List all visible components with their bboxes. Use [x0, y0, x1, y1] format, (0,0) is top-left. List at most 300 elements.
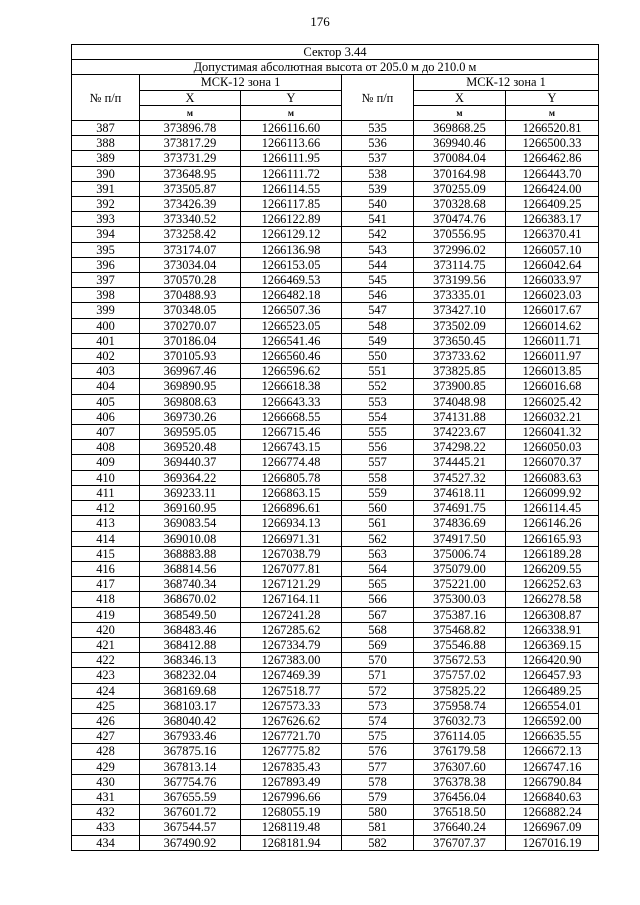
y-coordinate: 1267469.39	[241, 668, 342, 683]
x-coordinate: 370164.98	[414, 166, 506, 181]
x-coordinate: 375672.53	[414, 653, 506, 668]
table-row	[72, 273, 599, 288]
x-coordinate: 374298.22	[414, 440, 506, 455]
point-number: 577	[342, 759, 414, 774]
y-coordinate: 1266672.13	[506, 744, 599, 759]
point-number: 427	[72, 729, 140, 744]
point-number: 563	[342, 546, 414, 561]
x-coordinate: 369010.08	[140, 531, 241, 546]
x-coordinate: 375387.16	[414, 607, 506, 622]
y-coordinate: 1266070.37	[506, 455, 599, 470]
x-coordinate: 373502.09	[414, 318, 506, 333]
point-number: 407	[72, 425, 140, 440]
table-row	[72, 729, 599, 744]
y-coordinate: 1266057.10	[506, 242, 599, 257]
y-coordinate: 1266114.55	[241, 181, 342, 196]
point-number: 571	[342, 668, 414, 683]
table-row	[72, 744, 599, 759]
x-coordinate: 368549.50	[140, 607, 241, 622]
y-coordinate: 1266308.87	[506, 607, 599, 622]
x-coordinate: 373034.04	[140, 257, 241, 272]
table-row	[72, 318, 599, 333]
x-coordinate: 372996.02	[414, 242, 506, 257]
y-coordinate: 1266032.21	[506, 409, 599, 424]
y-coordinate: 1267835.43	[241, 759, 342, 774]
point-number: 426	[72, 713, 140, 728]
point-number: 573	[342, 698, 414, 713]
point-number: 578	[342, 774, 414, 789]
point-number: 543	[342, 242, 414, 257]
point-number: 405	[72, 394, 140, 409]
point-number: 429	[72, 759, 140, 774]
point-number: 541	[342, 212, 414, 227]
x-coordinate: 376640.24	[414, 820, 506, 835]
point-number: 423	[72, 668, 140, 683]
point-number: 419	[72, 607, 140, 622]
y-coordinate: 1267241.28	[241, 607, 342, 622]
table-row	[72, 425, 599, 440]
point-number: 412	[72, 501, 140, 516]
y-coordinate: 1267573.33	[241, 698, 342, 713]
point-number: 410	[72, 470, 140, 485]
y-coordinate: 1266113.66	[241, 136, 342, 151]
y-coordinate: 1266971.31	[241, 531, 342, 546]
table-row	[72, 759, 599, 774]
y-coordinate: 1267893.49	[241, 774, 342, 789]
x-coordinate: 368169.68	[140, 683, 241, 698]
height-range: Допустимая абсолютная высота от 205.0 м до 210.0 м	[72, 60, 599, 75]
y-coordinate: 1266507.36	[241, 303, 342, 318]
sector-title: Сектор 3.44	[72, 45, 599, 60]
y-coordinate: 1267121.29	[241, 577, 342, 592]
x-coordinate: 374691.75	[414, 501, 506, 516]
x-coordinate: 376518.50	[414, 805, 506, 820]
y-coordinate: 1266189.28	[506, 546, 599, 561]
point-number: 418	[72, 592, 140, 607]
x-coordinate: 368740.34	[140, 577, 241, 592]
table-row	[72, 546, 599, 561]
x-coordinate: 376179.58	[414, 744, 506, 759]
table-row	[72, 303, 599, 318]
unit-y-right: м	[506, 105, 599, 120]
y-coordinate: 1266146.26	[506, 516, 599, 531]
table-row	[72, 592, 599, 607]
table-row	[72, 151, 599, 166]
point-number: 388	[72, 136, 140, 151]
x-coordinate: 369233.11	[140, 485, 241, 500]
y-coordinate: 1266643.33	[241, 394, 342, 409]
x-coordinate: 368670.02	[140, 592, 241, 607]
x-coordinate: 373825.85	[414, 364, 506, 379]
table-row	[72, 349, 599, 364]
y-coordinate: 1266011.97	[506, 349, 599, 364]
y-coordinate: 1266790.84	[506, 774, 599, 789]
x-coordinate: 368346.13	[140, 653, 241, 668]
table-row	[72, 333, 599, 348]
point-number: 411	[72, 485, 140, 500]
x-coordinate: 370488.93	[140, 288, 241, 303]
y-coordinate: 1266882.24	[506, 805, 599, 820]
y-coordinate: 1267518.77	[241, 683, 342, 698]
y-coordinate: 1266443.70	[506, 166, 599, 181]
x-coordinate: 373340.52	[140, 212, 241, 227]
table-row	[72, 121, 599, 136]
unit-x-left: м	[140, 105, 241, 120]
y-coordinate: 1266541.46	[241, 333, 342, 348]
y-coordinate: 1266424.00	[506, 181, 599, 196]
point-number: 428	[72, 744, 140, 759]
x-coordinate: 369595.05	[140, 425, 241, 440]
point-number: 561	[342, 516, 414, 531]
x-coordinate: 368232.04	[140, 668, 241, 683]
point-number: 539	[342, 181, 414, 196]
point-number: 391	[72, 181, 140, 196]
table-row	[72, 637, 599, 652]
table-row	[72, 805, 599, 820]
num-header-right: № п/п	[342, 75, 414, 121]
y-coordinate: 1266165.93	[506, 531, 599, 546]
y-coordinate: 1266083.63	[506, 470, 599, 485]
x-coordinate: 369364.22	[140, 470, 241, 485]
x-coordinate: 370105.93	[140, 349, 241, 364]
y-coordinate: 1266840.63	[506, 789, 599, 804]
x-coordinate: 367875.16	[140, 744, 241, 759]
y-coordinate: 1266489.25	[506, 683, 599, 698]
x-coordinate: 373817.29	[140, 136, 241, 151]
y-coordinate: 1266014.62	[506, 318, 599, 333]
point-number: 406	[72, 409, 140, 424]
point-number: 550	[342, 349, 414, 364]
x-coordinate: 367754.76	[140, 774, 241, 789]
y-coordinate: 1266111.95	[241, 151, 342, 166]
point-number: 559	[342, 485, 414, 500]
point-number: 575	[342, 729, 414, 744]
y-coordinate: 1267334.79	[241, 637, 342, 652]
x-coordinate: 373896.78	[140, 121, 241, 136]
point-number: 576	[342, 744, 414, 759]
point-number: 420	[72, 622, 140, 637]
y-coordinate: 1267077.81	[241, 561, 342, 576]
y-header-left: Y	[241, 90, 342, 105]
x-coordinate: 367544.57	[140, 820, 241, 835]
point-number: 567	[342, 607, 414, 622]
table-row	[72, 197, 599, 212]
point-number: 396	[72, 257, 140, 272]
x-coordinate: 370270.07	[140, 318, 241, 333]
point-number: 399	[72, 303, 140, 318]
table-body	[72, 121, 599, 851]
table-row	[72, 561, 599, 576]
point-number: 403	[72, 364, 140, 379]
system-header-right: МСК-12 зона 1	[414, 75, 599, 90]
x-coordinate: 370348.05	[140, 303, 241, 318]
point-number: 395	[72, 242, 140, 257]
y-coordinate: 1266122.89	[241, 212, 342, 227]
table-row	[72, 212, 599, 227]
y-coordinate: 1266041.32	[506, 425, 599, 440]
y-coordinate: 1266523.05	[241, 318, 342, 333]
point-number: 547	[342, 303, 414, 318]
y-coordinate: 1267016.19	[506, 835, 599, 850]
point-number: 417	[72, 577, 140, 592]
table-row	[72, 668, 599, 683]
x-coordinate: 376307.60	[414, 759, 506, 774]
unit-y-left: м	[241, 105, 342, 120]
point-number: 579	[342, 789, 414, 804]
point-number: 581	[342, 820, 414, 835]
point-number: 387	[72, 121, 140, 136]
y-coordinate: 1266033.97	[506, 273, 599, 288]
point-number: 558	[342, 470, 414, 485]
y-coordinate: 1266560.46	[241, 349, 342, 364]
y-coordinate: 1266042.64	[506, 257, 599, 272]
x-coordinate: 376114.05	[414, 729, 506, 744]
x-coordinate: 370186.04	[140, 333, 241, 348]
x-coordinate: 369890.95	[140, 379, 241, 394]
x-coordinate: 369868.25	[414, 121, 506, 136]
x-coordinate: 373335.01	[414, 288, 506, 303]
y-coordinate: 1267721.70	[241, 729, 342, 744]
x-coordinate: 375468.82	[414, 622, 506, 637]
table-row	[72, 409, 599, 424]
point-number: 535	[342, 121, 414, 136]
point-number: 425	[72, 698, 140, 713]
unit-x-right: м	[414, 105, 506, 120]
x-coordinate: 367655.59	[140, 789, 241, 804]
table-row	[72, 288, 599, 303]
y-coordinate: 1266520.81	[506, 121, 599, 136]
x-coordinate: 373731.29	[140, 151, 241, 166]
point-number: 552	[342, 379, 414, 394]
table-row	[72, 774, 599, 789]
point-number: 564	[342, 561, 414, 576]
point-number: 538	[342, 166, 414, 181]
y-coordinate: 1266050.03	[506, 440, 599, 455]
x-coordinate: 373648.95	[140, 166, 241, 181]
x-coordinate: 370570.28	[140, 273, 241, 288]
y-coordinate: 1266967.09	[506, 820, 599, 835]
x-coordinate: 369730.26	[140, 409, 241, 424]
point-number: 415	[72, 546, 140, 561]
y-coordinate: 1266805.78	[241, 470, 342, 485]
x-coordinate: 373258.42	[140, 227, 241, 242]
point-number: 570	[342, 653, 414, 668]
point-number: 582	[342, 835, 414, 850]
table-row	[72, 835, 599, 850]
x-coordinate: 374445.21	[414, 455, 506, 470]
point-number: 432	[72, 805, 140, 820]
point-number: 431	[72, 789, 140, 804]
x-coordinate: 374917.50	[414, 531, 506, 546]
x-coordinate: 369440.37	[140, 455, 241, 470]
table-row	[72, 622, 599, 637]
point-number: 398	[72, 288, 140, 303]
x-header-right: X	[414, 90, 506, 105]
x-coordinate: 376032.73	[414, 713, 506, 728]
point-number: 430	[72, 774, 140, 789]
point-number: 394	[72, 227, 140, 242]
y-coordinate: 1266116.60	[241, 121, 342, 136]
x-coordinate: 376707.37	[414, 835, 506, 850]
point-number: 401	[72, 333, 140, 348]
y-coordinate: 1266278.58	[506, 592, 599, 607]
point-number: 574	[342, 713, 414, 728]
x-coordinate: 367813.14	[140, 759, 241, 774]
point-number: 546	[342, 288, 414, 303]
y-coordinate: 1266420.90	[506, 653, 599, 668]
x-coordinate: 368040.42	[140, 713, 241, 728]
y-coordinate: 1267164.11	[241, 592, 342, 607]
y-coordinate: 1267775.82	[241, 744, 342, 759]
x-coordinate: 374131.88	[414, 409, 506, 424]
y-coordinate: 1266011.71	[506, 333, 599, 348]
y-coordinate: 1268181.94	[241, 835, 342, 850]
x-coordinate: 374527.32	[414, 470, 506, 485]
y-coordinate: 1266099.92	[506, 485, 599, 500]
table-row	[72, 455, 599, 470]
point-number: 402	[72, 349, 140, 364]
table-row	[72, 470, 599, 485]
y-coordinate: 1267038.79	[241, 546, 342, 561]
table-row	[72, 698, 599, 713]
x-coordinate: 373900.85	[414, 379, 506, 394]
point-number: 409	[72, 455, 140, 470]
table-row	[72, 577, 599, 592]
y-coordinate: 1268055.19	[241, 805, 342, 820]
y-coordinate: 1266117.85	[241, 197, 342, 212]
table-row	[72, 683, 599, 698]
x-coordinate: 368883.88	[140, 546, 241, 561]
point-number: 542	[342, 227, 414, 242]
x-coordinate: 370084.04	[414, 151, 506, 166]
point-number: 580	[342, 805, 414, 820]
y-coordinate: 1266554.01	[506, 698, 599, 713]
y-coordinate: 1266209.55	[506, 561, 599, 576]
table-row	[72, 166, 599, 181]
x-coordinate: 375079.00	[414, 561, 506, 576]
x-coordinate: 367490.92	[140, 835, 241, 850]
point-number: 414	[72, 531, 140, 546]
x-coordinate: 367933.46	[140, 729, 241, 744]
point-number: 544	[342, 257, 414, 272]
x-coordinate: 373427.10	[414, 303, 506, 318]
y-coordinate: 1266774.48	[241, 455, 342, 470]
x-coordinate: 374048.98	[414, 394, 506, 409]
point-number: 557	[342, 455, 414, 470]
x-coordinate: 370556.95	[414, 227, 506, 242]
table-row	[72, 440, 599, 455]
coordinates-table	[71, 44, 599, 851]
point-number: 537	[342, 151, 414, 166]
x-coordinate: 375958.74	[414, 698, 506, 713]
point-number: 392	[72, 197, 140, 212]
y-coordinate: 1268119.48	[241, 820, 342, 835]
table-row	[72, 257, 599, 272]
table-row	[72, 516, 599, 531]
y-coordinate: 1266863.15	[241, 485, 342, 500]
y-coordinate: 1266013.85	[506, 364, 599, 379]
x-coordinate: 373650.45	[414, 333, 506, 348]
point-number: 422	[72, 653, 140, 668]
point-number: 400	[72, 318, 140, 333]
point-number: 540	[342, 197, 414, 212]
page-number: 176	[310, 14, 330, 29]
table-row	[72, 485, 599, 500]
y-coordinate: 1266743.15	[241, 440, 342, 455]
table-row	[72, 181, 599, 196]
point-number: 416	[72, 561, 140, 576]
x-coordinate: 375221.00	[414, 577, 506, 592]
x-coordinate: 373114.75	[414, 257, 506, 272]
table-row	[72, 531, 599, 546]
table-row	[72, 379, 599, 394]
x-coordinate: 375300.03	[414, 592, 506, 607]
y-coordinate: 1266462.86	[506, 151, 599, 166]
num-header-left: № п/п	[72, 75, 140, 121]
table-row	[72, 820, 599, 835]
x-coordinate: 373174.07	[140, 242, 241, 257]
x-coordinate: 373426.39	[140, 197, 241, 212]
y-coordinate: 1266023.03	[506, 288, 599, 303]
y-coordinate: 1266482.18	[241, 288, 342, 303]
point-number: 554	[342, 409, 414, 424]
y-coordinate: 1266136.98	[241, 242, 342, 257]
point-number: 565	[342, 577, 414, 592]
y-coordinate: 1266153.05	[241, 257, 342, 272]
y-coordinate: 1266111.72	[241, 166, 342, 181]
y-coordinate: 1266896.61	[241, 501, 342, 516]
x-coordinate: 375825.22	[414, 683, 506, 698]
point-number: 434	[72, 835, 140, 850]
x-coordinate: 374223.67	[414, 425, 506, 440]
point-number: 433	[72, 820, 140, 835]
y-coordinate: 1266500.33	[506, 136, 599, 151]
point-number: 424	[72, 683, 140, 698]
point-number: 549	[342, 333, 414, 348]
y-coordinate: 1266025.42	[506, 394, 599, 409]
table-row	[72, 364, 599, 379]
table-row	[72, 653, 599, 668]
y-coordinate: 1267626.62	[241, 713, 342, 728]
x-coordinate: 368814.56	[140, 561, 241, 576]
point-number: 421	[72, 637, 140, 652]
x-coordinate: 374836.69	[414, 516, 506, 531]
y-coordinate: 1267383.00	[241, 653, 342, 668]
table-row	[72, 242, 599, 257]
y-coordinate: 1266338.91	[506, 622, 599, 637]
point-number: 393	[72, 212, 140, 227]
y-coordinate: 1266596.62	[241, 364, 342, 379]
point-number: 555	[342, 425, 414, 440]
y-coordinate: 1266715.46	[241, 425, 342, 440]
x-coordinate: 368103.17	[140, 698, 241, 713]
point-number: 413	[72, 516, 140, 531]
point-number: 556	[342, 440, 414, 455]
y-coordinate: 1266457.93	[506, 668, 599, 683]
x-coordinate: 369083.54	[140, 516, 241, 531]
y-coordinate: 1266668.55	[241, 409, 342, 424]
x-coordinate: 369808.63	[140, 394, 241, 409]
x-coordinate: 369940.46	[414, 136, 506, 151]
x-coordinate: 373199.56	[414, 273, 506, 288]
point-number: 536	[342, 136, 414, 151]
x-coordinate: 367601.72	[140, 805, 241, 820]
y-coordinate: 1266592.00	[506, 713, 599, 728]
y-coordinate: 1267996.66	[241, 789, 342, 804]
y-coordinate: 1266635.55	[506, 729, 599, 744]
x-coordinate: 374618.11	[414, 485, 506, 500]
x-coordinate: 368483.46	[140, 622, 241, 637]
